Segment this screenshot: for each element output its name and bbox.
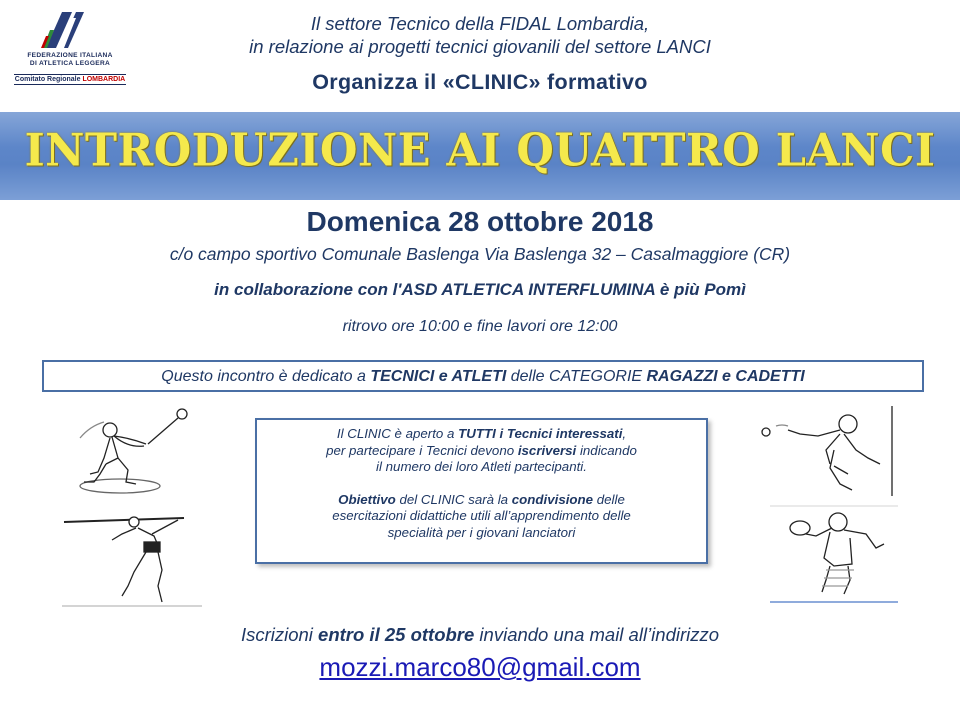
info-line-2: per partecipare i Tecnici devono iscriversi indicando [326,442,637,458]
info-box [255,418,708,564]
event-venue: c/o campo sportivo Comunale Baslenga Via Baslenga 32 – Casalmaggiore (CR) [169,244,791,264]
info-line-3: il numero dei loro Atleti partecipanti. [376,459,587,475]
event-hours: ritrovo ore 10:00 e fine lavori ore 12:00 [342,318,618,335]
javelin-thrower-illustration [62,512,202,608]
hammer-thrower-illustration [70,408,200,498]
info-line-4: Obiettivo del CLINIC sarà la condivisione delle [338,491,625,507]
shot-put-thrower-illustration [756,404,896,496]
dedication-box: Questo incontro è dedicato a TECNICI e ATLETI delle CATEGORIE RAGAZZI e CADETTI [42,360,924,392]
fidal-logo [10,8,128,88]
registration-text: Iscrizioni entro il 25 ottobre inviando una mail all’indirizzo [240,624,720,645]
header-line-2: in relazione ai progetti tecnici giovanili del settore LANCI [249,36,711,57]
logo-line-3: Comitato Regionale LOMBARDIA [14,76,126,83]
logo-line-1: FEDERAZIONE ITALIANA [27,52,113,59]
header-line-1: Il settore Tecnico della FIDAL Lombardia, [310,13,650,34]
event-date: Domenica 28 ottobre 2018 [306,206,654,237]
event-collaboration: in collaborazione con l'ASD ATLETICA INTERFLUMINA è più Pomì [214,280,746,299]
logo-line-2: DI ATLETICA LEGGERA [29,60,111,67]
fidal-emblem-icon [10,8,128,52]
header-intro [150,12,810,58]
info-line-6: specialità per i giovani lanciatori [387,524,576,540]
discus-thrower-illustration [770,504,898,604]
info-line-5: esercitazioni didattiche utili all’apprendimento delle [332,508,631,524]
info-line-1: Il CLINIC è aperto a TUTTI i Tecnici interessati, [336,426,627,441]
header-organizza: Organizza il «CLINIC» formativo [312,70,648,94]
banner-title: INTRODUZIONE AI QUATTRO LANCI [24,124,936,178]
email-link[interactable]: mozzi.marco80@gmail.com [319,652,641,682]
